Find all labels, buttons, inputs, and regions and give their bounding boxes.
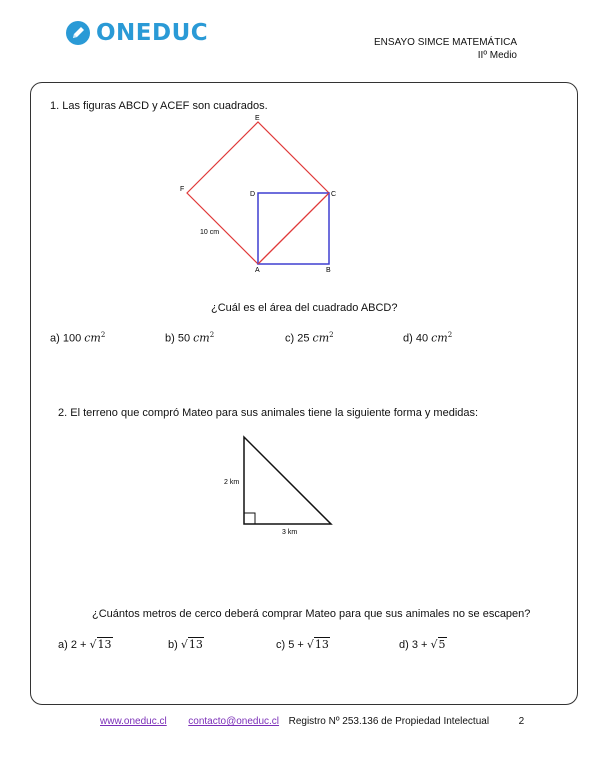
document-title: ENSAYO SIMCE MATEMÁTICA (374, 37, 517, 48)
right-angle-mark (244, 513, 255, 524)
question-2-statement: 2. El terreno que compró Mateo para sus animales tiene la siguiente forma y medidas: (58, 407, 479, 419)
label-c: C (331, 191, 337, 198)
label-d: D (250, 191, 256, 198)
diagonal-ac (258, 193, 329, 264)
q2-option-d[interactable]: d) 3 + √5 (399, 638, 446, 651)
registry-text: Registro Nº 253.136 de Propiedad Intelectual (288, 716, 490, 727)
q1-option-c[interactable]: c) 25 $cm^2$ (285, 331, 334, 345)
triangle-terrain (244, 437, 331, 524)
sqrt-icon: √ (89, 638, 97, 651)
q1-option-a[interactable]: a) 100 $cm^2$ (50, 331, 106, 345)
question-1-prompt: ¿Cuál es el área del cuadrado ABCD? (211, 302, 398, 314)
q2-option-b[interactable]: b) √13 (168, 638, 203, 651)
website-link[interactable]: www.oneduc.cl (100, 716, 167, 727)
label-b: B (326, 267, 331, 274)
question-1-statement: 1. Las figuras ABCD y ACEF son cuadrados. (50, 100, 268, 112)
sqrt-icon: √ (306, 638, 314, 651)
sqrt-icon: √ (180, 638, 188, 651)
question-2-prompt: ¿Cuántos metros de cerco deberá comprar Mateo para que sus animales no se escapen? (92, 608, 531, 620)
q2-option-c[interactable]: c) 5 + √13 (276, 638, 329, 651)
label-side: 10 cm (200, 229, 220, 236)
label-e: E (255, 115, 260, 122)
logo-text: ONEDUC (96, 20, 209, 46)
email-link[interactable]: contacto@oneduc.cl (188, 716, 280, 727)
page-number: 2 (518, 716, 525, 727)
label-a: A (255, 267, 260, 274)
label-f: F (180, 186, 185, 193)
label-height: 2 km (224, 479, 240, 486)
sqrt-icon: √ (430, 638, 438, 651)
q2-option-a[interactable]: a) 2 + √13 (58, 638, 112, 651)
q1-option-b[interactable]: b) 50 $cm^2$ (165, 331, 215, 345)
grade-label: IIº Medio (477, 50, 517, 61)
footer (100, 716, 524, 727)
q1-option-d[interactable]: d) 40 $cm^2$ (403, 331, 453, 345)
label-base: 3 km (282, 529, 298, 536)
